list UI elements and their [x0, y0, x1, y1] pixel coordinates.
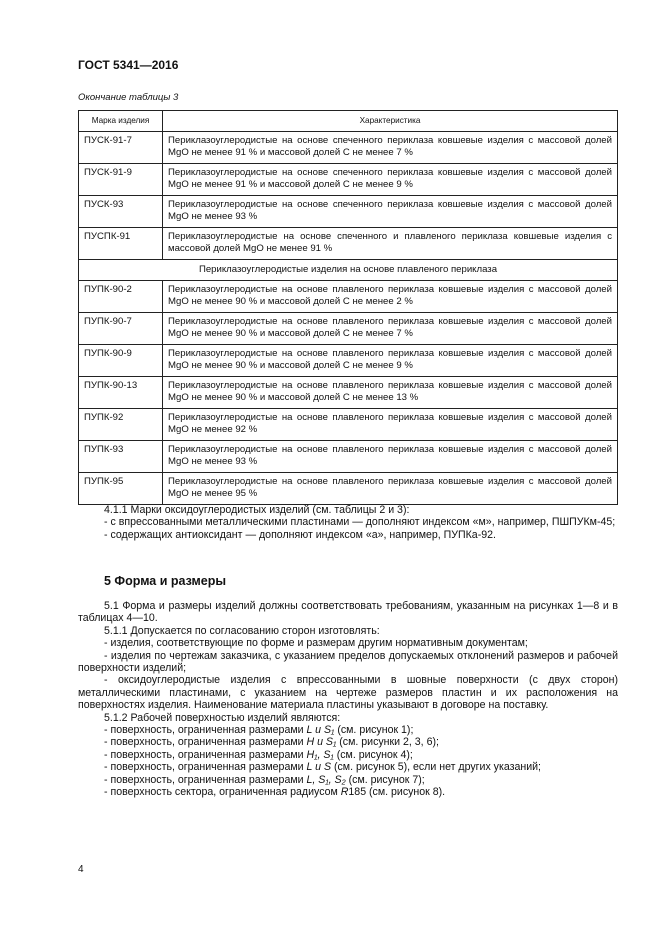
table-row	[79, 409, 618, 441]
mark-cell: ПУПК-90-7	[79, 313, 163, 345]
group-heading-row	[79, 260, 618, 281]
description-cell: Периклазоуглеродистые на основе спеченного периклаза ковшевые изделия с массовой долей MgO не менее 91 % и массовой долей С не менее 9 %	[163, 164, 618, 196]
table-caption: Окончание таблицы 3	[78, 92, 179, 103]
item-text: (см. рисунки 2, 3, 6);	[336, 736, 439, 749]
mark-cell: ПУСК-93	[79, 196, 163, 228]
item-text: - поверхность, ограниченная размерами	[104, 748, 307, 761]
clause-4-1-1	[78, 504, 618, 541]
paragraph: 5.1 Форма и размеры изделий должны соответствовать требованиям, указанным на рисунках 1—8 и в таблицах 4—10.	[78, 600, 618, 625]
description-cell: Периклазоуглеродистые на основе спеченного периклаза ковшевые изделия с массовой долей MgO не менее 93 %	[163, 196, 618, 228]
list-item	[78, 749, 618, 761]
table-row	[79, 345, 618, 377]
item-text: (см. рисунок 4);	[333, 748, 413, 761]
item-text: (см. рисунок 1);	[334, 724, 414, 737]
mark-cell: ПУПК-93	[79, 441, 163, 473]
table-row	[79, 164, 618, 196]
item-variables: L и S	[306, 761, 332, 774]
mark-cell: ПУПК-92	[79, 409, 163, 441]
item-text: - поверхность сектора, ограниченная радиусом	[104, 786, 341, 799]
table-row	[79, 377, 618, 409]
list-item	[78, 724, 618, 736]
mark-cell: ПУСПК-91	[79, 228, 163, 260]
page-number: 4	[78, 864, 84, 875]
item-variables: L, S₁, S₂	[306, 773, 346, 786]
mark-cell: ПУПК-95	[79, 473, 163, 505]
list-item	[78, 786, 618, 798]
item-text: - поверхность, ограниченная размерами	[104, 761, 307, 774]
list-item: - изделия, соответствующие по форме и размерам другим нормативным документам;	[104, 637, 528, 650]
list-item: - оксидоуглеродистые изделия с впрессованными в шовные поверхности (с двух сторон) металлическими пластинами, с указанием на чертеже размеров пластин и их расположения на поверхностях изделия. Наименование материала пластины указывают в договоре на поставку.	[78, 674, 618, 712]
item-text: 185 (см. рисунок 8).	[348, 786, 446, 799]
description-cell: Периклазоуглеродистые на основе плавленого периклаза ковшевые изделия с массовой долей MgO не менее 93 %	[163, 441, 618, 473]
column-header-mark: Марка изделия	[79, 111, 163, 132]
item-text: - поверхность, ограниченная размерами	[104, 724, 307, 737]
item-variables: L и S₁	[306, 724, 335, 737]
clause-item: - с впрессованными металлическими пластинами — дополняют индексом «м», например, ПШПУКм-45;	[104, 516, 616, 529]
list-item	[78, 774, 618, 786]
description-cell: Периклазоуглеродистые на основе плавленого периклаза ковшевые изделия с массовой долей MgO не менее 90 % и массовой долей С не менее 9 %	[163, 345, 618, 377]
table-row	[79, 473, 618, 505]
table-row	[79, 132, 618, 164]
list-item	[78, 736, 618, 748]
item-text: (см. рисунок 5), если нет других указаний;	[331, 761, 542, 774]
item-text: (см. рисунок 7);	[345, 773, 425, 786]
description-cell: Периклазоуглеродистые на основе спеченного периклаза ковшевые изделия с массовой долей MgO не менее 91 % и массовой долей С не менее 7 %	[163, 132, 618, 164]
clause-intro: 4.1.1 Марки оксидоуглеродистых изделий (см. таблицы 2 и 3):	[104, 504, 410, 516]
description-cell: Периклазоуглеродистые на основе плавленого периклаза ковшевые изделия с массовой долей MgO не менее 90 % и массовой долей С не менее 2 %	[163, 281, 618, 313]
item-variables: R	[340, 786, 349, 799]
description-cell: Периклазоуглеродистые на основе плавленого периклаза ковшевые изделия с массовой долей MgO не менее 90 % и массовой долей С не менее 13 %	[163, 377, 618, 409]
table-row	[79, 228, 618, 260]
column-header-characteristic: Характеристика	[163, 111, 618, 132]
description-cell: Периклазоуглеродистые на основе спеченного и плавленого периклаза ковшевые изделия с массовой долей MgO не менее 91 %	[163, 228, 618, 260]
mark-cell: ПУПК-90-2	[79, 281, 163, 313]
mark-cell: ПУСК-91-9	[79, 164, 163, 196]
paragraph: 5.1.2 Рабочей поверхностью изделий являются:	[104, 711, 341, 724]
section-5-body	[78, 600, 618, 799]
table-row	[79, 281, 618, 313]
mark-cell: ПУСК-91-7	[79, 132, 163, 164]
table-header-row	[79, 111, 618, 132]
section-title: 5 Форма и размеры	[104, 574, 227, 588]
description-cell: Периклазоуглеродистые на основе плавленого периклаза ковшевые изделия с массовой долей MgO не менее 92 %	[163, 409, 618, 441]
document-header: ГОСТ 5341—2016	[78, 58, 179, 72]
paragraph: 5.1.1 Допускается по согласованию сторон изготовлять:	[104, 624, 380, 637]
mark-cell: ПУПК-90-13	[79, 377, 163, 409]
table-row	[79, 441, 618, 473]
description-cell: Периклазоуглеродистые на основе плавленого периклаза ковшевые изделия с массовой долей MgO не менее 90 % и массовой долей С не менее 7 %	[163, 313, 618, 345]
clause-item: - содержащих антиоксидант — дополняют индексом «а», например, ПУПКа-92.	[104, 528, 496, 541]
group-heading: Периклазоуглеродистые изделия на основе плавленого периклаза	[79, 260, 618, 281]
table-row	[79, 196, 618, 228]
item-text: - поверхность, ограниченная размерами	[104, 773, 307, 786]
brand-table	[78, 110, 618, 505]
item-variables: H и S₁	[306, 736, 337, 749]
list-item	[78, 761, 618, 773]
mark-cell: ПУПК-90-9	[79, 345, 163, 377]
item-variables: H₁, S₁	[306, 748, 334, 761]
list-item: - изделия по чертежам заказчика, с указанием пределов допускаемых отклонений размеров и рабочей поверхности изделий;	[78, 649, 618, 675]
table-row	[79, 313, 618, 345]
description-cell: Периклазоуглеродистые на основе плавленого периклаза ковшевые изделия с массовой долей MgO не менее 95 %	[163, 473, 618, 505]
item-text: - поверхность, ограниченная размерами	[104, 736, 307, 749]
